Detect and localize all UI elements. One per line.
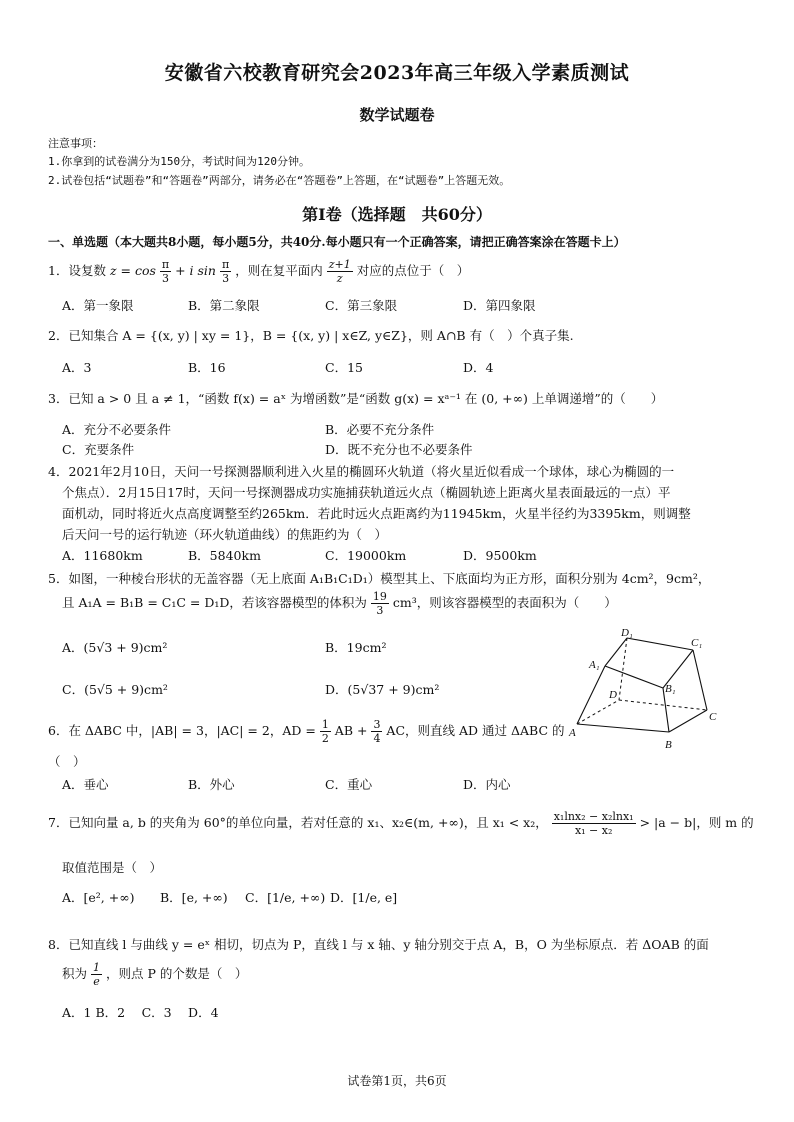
exam-subtitle: 数学试题卷 (359, 106, 435, 124)
edge-dc-hidden (619, 700, 707, 710)
q3-option-b[interactable]: B．必要不充分条件 (325, 422, 435, 437)
q2-option-c[interactable]: C．15 (325, 360, 363, 375)
label-b1: B₁ (665, 683, 676, 695)
q6-option-c[interactable]: C．重心 (325, 777, 373, 792)
q7-option-c[interactable]: C．[1/e, +∞) (245, 890, 326, 905)
q7-option-b[interactable]: B．[e, +∞) (160, 890, 228, 905)
question-4-line-4: 后天问一号的运行轨迹（环火轨道曲线）的焦距约为（ ） (62, 527, 388, 542)
question-8-line-1: 8．已知直线 l 与曲线 y = eˣ 相切，切点为 P，直线 l 与 x 轴、y 轴分别交于点 A，B，O 为坐标原点．若 ΔOAB 的面 (48, 937, 709, 952)
frustum-figure (565, 628, 755, 758)
q5-option-b[interactable]: B．19cm² (325, 640, 387, 655)
label-c1: C₁ (691, 637, 703, 649)
part1-heading: 一、单选题（本大题共8小题，每小题5分，共40分.每小题只有一个正确答案，请把正确答案涂在答题卡上） (48, 235, 626, 249)
label-c: C (709, 711, 717, 723)
q8-text-b: ，则点 P 的个数是（ ） (105, 966, 248, 981)
q3-option-a[interactable]: A．充分不必要条件 (62, 422, 172, 437)
q2-option-d[interactable]: D．4 (463, 360, 494, 375)
q4-option-c[interactable]: C．19000km (325, 548, 407, 563)
q5-option-a[interactable]: A．(5√3 + 9)cm² (62, 640, 168, 655)
q6-text-mid: AB + (334, 723, 372, 738)
q1-frac-pi-3b: $\frac{\pi}{3}$ (221, 258, 230, 285)
question-5-line-2 (62, 590, 617, 617)
q3-option-c[interactable]: C．充要条件 (62, 442, 135, 457)
q1-frac-z: $\frac{z+1}{z}$ (328, 258, 351, 285)
question-6-stem (48, 718, 565, 745)
q6-paren: （ ） (48, 754, 86, 769)
question-4-line-2: 个焦点）．2月15日17时，天问一号探测器成功实施捕获轨道远火点（椭圆轨迹上距离火星表面最远的一点）平 (62, 485, 671, 500)
q4-option-b[interactable]: B．5840km (188, 548, 261, 563)
q5-text-b: cm³，则该容器模型的表面积为（ ） (392, 595, 617, 610)
q5-volume-fraction: $\frac{19}{3}$ (372, 590, 387, 617)
q3-option-d[interactable]: D．既不充分也不必要条件 (325, 442, 473, 457)
q6-frac-3-4: $\frac{3}{4}$ (373, 718, 381, 745)
q2-option-a[interactable]: A．3 (62, 360, 92, 375)
q4-option-a[interactable]: A．11680km (62, 548, 143, 563)
question-7-line-2: 取值范围是（ ） (62, 860, 163, 875)
question-5-line-1: 5．如图，一种棱台形状的无盖容器（无上底面 A₁B₁C₁D₁）模型其上、下底面均为正方形，面积分别为 4cm²，9cm²， (48, 571, 711, 586)
edge-cc1 (693, 650, 707, 710)
q6-frac-1-2: $\frac{1}{2}$ (321, 718, 329, 745)
q7-option-a[interactable]: A．[e², +∞) (62, 890, 135, 905)
question-4-line-3: 面机动，同时将近火点高度调整至约265km．若此时远火点距离约为11945km，火星半径约为3395km，则调整 (62, 506, 691, 521)
q7-option-d[interactable]: D．[1/e, e] (330, 890, 398, 905)
question-7-stem (48, 808, 754, 838)
edge-ab (577, 724, 669, 732)
question-4-line-1: 4．2021年2月10日，天问一号探测器顺利进入火星的椭圆环火轨道（将火星近似看成一个球体，球心为椭圆的一 (48, 464, 675, 479)
q8-options[interactable]: A．1 B．2 C．3 D．4 (62, 1005, 219, 1020)
question-3-stem: 3．已知 a > 0 且 a ≠ 1，“函数 f(x) = aˣ 为增函数”是“函数 g(x) = xᵃ⁻¹ 在 (0, +∞) 上单调递增”的（ ） (48, 391, 664, 406)
q1-text-d: ，则在复平面内 (235, 263, 323, 278)
q6-option-b[interactable]: B．外心 (188, 777, 235, 792)
q6-option-a[interactable]: A．垂心 (62, 777, 109, 792)
label-b: B (665, 739, 672, 751)
question-8-line-2 (62, 960, 247, 988)
q6-text-a: 6．在 ΔABC 中，|AB| = 3，|AC| = 2，AD = (48, 723, 320, 738)
q8-text-a: 积为 (62, 966, 88, 981)
label-a: A (569, 727, 576, 739)
q7-text-b: > |a − b|，则 m 的 (639, 815, 754, 830)
q1-text-e: 对应的点位于（ ） (356, 263, 470, 278)
edge-aa1 (577, 666, 605, 724)
q5-text-a: 且 A₁A = B₁B = C₁C = D₁D，若该容器模型的体积为 (62, 595, 367, 610)
question-1-stem (48, 258, 469, 285)
label-a1: A₁ (589, 659, 600, 671)
exam-title: 安徽省六校教育研究会2023年高三年级入学素质测试 (164, 62, 630, 84)
q5-option-d[interactable]: D．(5√37 + 9)cm² (325, 682, 440, 697)
q8-fraction: $\frac{1}{e}$ (93, 961, 100, 988)
section-title: 第Ⅰ卷（选择题 共60分） (302, 205, 492, 224)
q2-option-b[interactable]: B．16 (188, 360, 226, 375)
q1-text-a: 1．设复数 (48, 263, 106, 278)
notice-line-2: 2.试卷包括“试题卷”和“答题卷”两部分，请务必在“答题卷”上答题，在“试题卷”上答题无效。 (48, 174, 511, 187)
q1-option-c[interactable]: C．第三象限 (325, 298, 398, 313)
q4-option-d[interactable]: D．9500km (463, 548, 537, 563)
q7-text-a: 7．已知向量 a, b 的夹角为 60°的单位向量，若对任意的 x₁、x₂∈(m, +∞)，且 x₁ < x₂， (48, 815, 548, 830)
q1-text-c: + i sin (175, 263, 216, 278)
label-d: D (609, 689, 617, 701)
edge-a1b1 (605, 666, 663, 688)
q6-text-b: AC，则直线 AD 通过 ΔABC 的 (386, 723, 565, 738)
q1-option-b[interactable]: B．第二象限 (188, 298, 260, 313)
q1-option-d[interactable]: D．第四象限 (463, 298, 536, 313)
notice-line-1: 1.你拿到的试卷满分为150分，考试时间为120分钟。 (48, 155, 310, 168)
q1-text-b: z = cos (109, 263, 156, 278)
edge-c1d1 (627, 638, 693, 650)
notice-heading: 注意事项： (48, 137, 103, 150)
q5-option-c[interactable]: C．(5√5 + 9)cm² (62, 682, 168, 697)
edge-bc (669, 710, 707, 732)
q1-option-a[interactable]: A．第一象限 (62, 298, 134, 313)
q1-frac-pi-3a: $\frac{\pi}{3}$ (161, 258, 170, 285)
question-2-stem: 2．已知集合 A = {(x, y) | xy = 1}，B = {(x, y) | x∈Z, y∈Z}，则 A∩B 有（ ）个真子集. (48, 328, 574, 343)
label-d1: D₁ (621, 628, 633, 639)
q6-option-d[interactable]: D．内心 (463, 777, 511, 792)
page-footer: 试卷第1页，共6页 (347, 1074, 447, 1088)
q7-fraction: $\frac{\text{x₁lnx₂ − x₂lnx₁}}{\text{x₁ − x₂}}$ (553, 810, 634, 837)
